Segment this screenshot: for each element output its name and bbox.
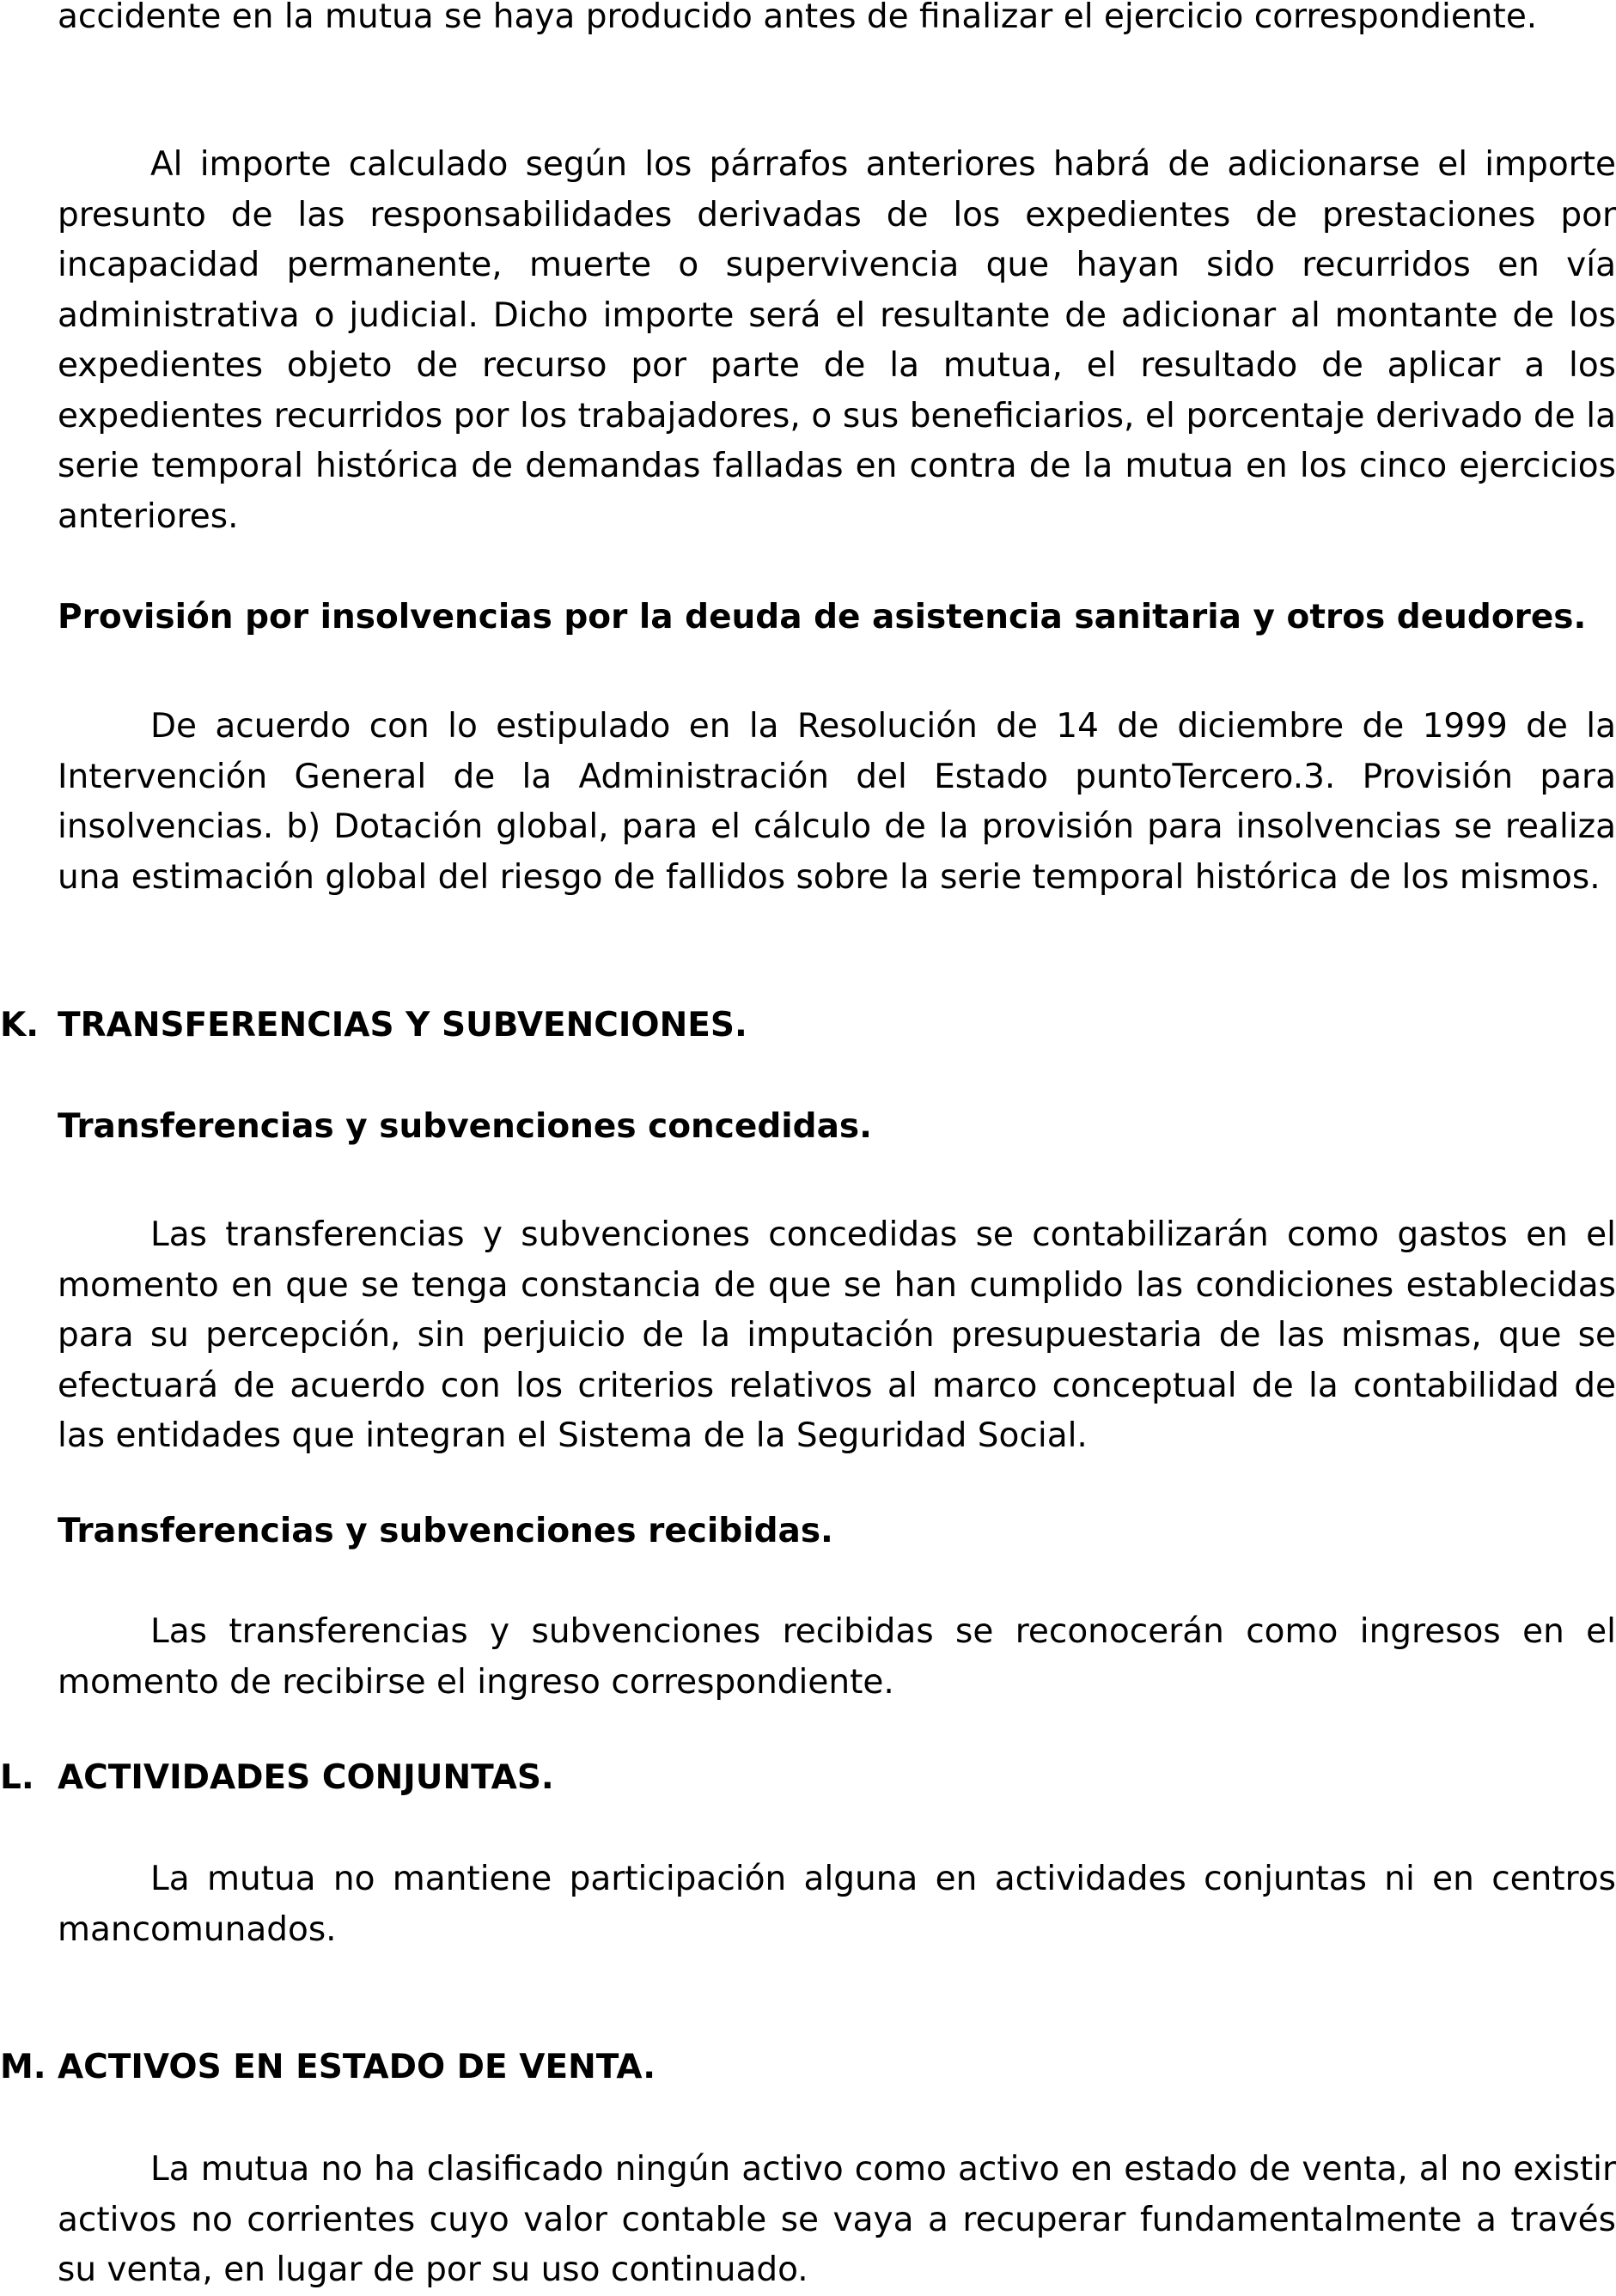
paragraph-activos-venta: La mutua no ha clasificado ningún activo como activo en estado de venta, al no existir activos no corrientes cuyo valor contable se vaya a recuperar fundamentalmente a través su venta, en lugar de por su uso continuado. [58,2150,1616,2289]
section-letter-m: M. [0,2048,46,2086]
section-title-l: ACTIVIDADES CONJUNTAS. [58,1758,554,1797]
subheading-concedidas: Transferencias y subvenciones concedidas. [58,1107,872,1146]
section-heading-k [0,1001,747,1051]
subheading-recibidas: Transferencias y subvenciones recibidas. [58,1512,833,1550]
paragraph-recibidas: Las transferencias y subvenciones recibidas se reconocerán como ingresos en el momento de recibirse el ingreso correspondiente. [58,1612,1616,1702]
section-title-m: ACTIVOS EN ESTADO DE VENTA. [58,2048,656,2086]
section-letter-l: L. [0,1758,34,1797]
subheading-provision-insolvencias: Provisión por insolvencias por la deuda de asistencia sanitaria y otros deudores. [58,598,1587,636]
section-title-k: TRANSFERENCIAS Y SUBVENCIONES. [58,1006,747,1044]
paragraph-accidente: accidente en la mutua se haya producido antes de finalizar el ejercicio correspondiente. [58,0,1538,36]
paragraph-actividades: La mutua no mantiene participación alguna en actividades conjuntas ni en centros mancomunados. [58,1860,1616,1949]
paragraph-importe-calculado: Al importe calculado según los párrafos anteriores habrá de adicionarse el importe presunto de las responsabilidades derivadas de los expedientes de prestaciones por incapacidad permanente, muerte o supervivencia que hayan sido recurridos en vía administrativa o judicial. Dicho importe será el resultante de adicionar al montante de los expedientes objeto de recurso por parte de la mutua, el resultado de aplicar a los expedientes recurridos por los trabajadores, o sus beneficiarios, el porcentaje derivado de la serie temporal histórica de demandas falladas en contra de la mutua en los cinco ejercicios anteriores. [58,145,1616,536]
section-heading-m [0,2043,656,2092]
section-heading-l [0,1753,554,1803]
section-letter-k: K. [0,1006,40,1044]
paragraph-concedidas: Las transferencias y subvenciones concedidas se contabilizarán como gastos en el momento en que se tenga constancia de que se han cumplido las condiciones establecidas para su percepción, sin perjuicio de la imputación presupuestaria de las mismas, que se efectuará de acuerdo con los criterios relativos al marco conceptual de la contabilidad de las entidades que integran el Sistema de la Seguridad Social. [58,1215,1616,1455]
paragraph-resolucion: De acuerdo con lo estipulado en la Resolución de 14 de diciembre de 1999 de la Intervención General de la Administración del Estado puntoTercero.3. Provisión para insolvencias. b) Dotación global, para el cálculo de la provisión para insolvencias se realiza una estimación global del riesgo de fallidos sobre la serie temporal histórica de los mismos. [58,707,1616,897]
